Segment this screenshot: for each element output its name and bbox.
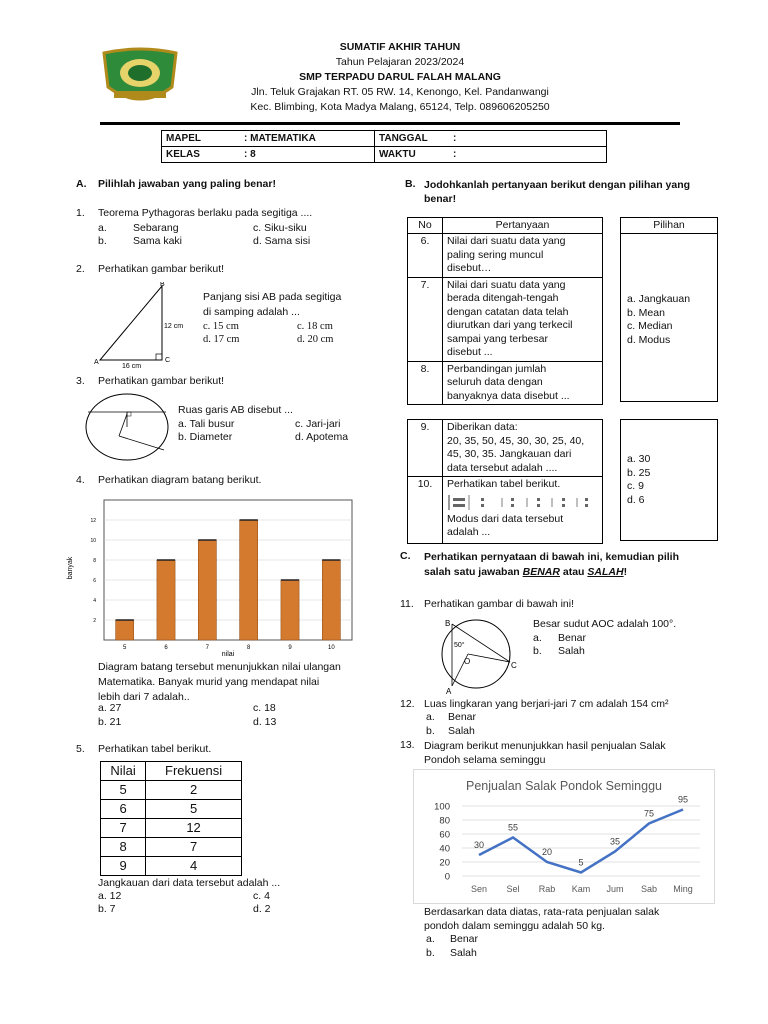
choice-mean: b. Mean [627, 306, 665, 319]
row7-no: 7. [408, 277, 443, 361]
choices-table-1 [620, 217, 718, 402]
matching-table-1 [407, 217, 603, 405]
row9-line-4: data tersebut adalah .... [447, 461, 558, 474]
line-chart-title: Penjualan Salak Pondok Seminggu [466, 779, 662, 793]
row8-line-3: banyaknya data disebut ... [447, 389, 570, 402]
q5-option-c: c. 4 [253, 890, 270, 902]
line-chart-svg [414, 770, 714, 903]
row6-question [443, 234, 603, 278]
line-x-tick-label: Kam [571, 884, 591, 894]
row7-line-2: berada ditengah-tengah [447, 292, 559, 304]
exam-title: SUMATIF AKHIR TAHUN [339, 41, 461, 53]
bar-chart-xlabel: nilai [221, 651, 235, 658]
right-triangle-figure [94, 282, 194, 370]
q4-option-d: d. 13 [253, 716, 277, 728]
bar-chart-ylabel: banyak [67, 556, 74, 580]
bar-chart [60, 494, 360, 660]
row10-line-3: adalah ... [447, 526, 491, 538]
circle-point-c: C [511, 661, 517, 670]
bar-mark [240, 520, 258, 640]
freq-frekuensi: 2 [146, 781, 242, 800]
q5-option-a: a. 12 [98, 890, 122, 902]
freq-frekuensi: 12 [146, 819, 242, 838]
circle-point-a: A [446, 687, 452, 696]
row10-no: 10. [408, 477, 443, 544]
table-b1-header-choices: Pilihan [621, 218, 718, 234]
section-a-title: Pilihlah jawaban yang paling benar! [98, 178, 276, 190]
section-c-atau: atau [559, 566, 588, 578]
bar-chart-svg [60, 494, 360, 660]
waktu-label: WAKTU [375, 147, 450, 163]
q1-option-b: Sama kaki [133, 235, 183, 247]
q11-number: 11. [400, 598, 414, 610]
tanggal-label: TANGGAL [375, 131, 450, 147]
q1-option-a: Sebarang [133, 222, 179, 234]
row6-line-2: paling sering muncul [447, 248, 544, 261]
q3-option-b: b. Diameter [178, 431, 233, 443]
q1-option-a-letter: a. [98, 222, 107, 234]
q4-number: 4. [76, 474, 85, 486]
freq-header-nilai: Nilai [101, 762, 146, 781]
row9-line-2: 20, 35, 50, 45, 30, 30, 25, 40, [447, 434, 585, 447]
waktu-value: : [449, 147, 607, 163]
freq-header-frekuensi: Frekuensi [146, 762, 242, 781]
section-c-benar: BENAR [522, 566, 560, 578]
bar-mark [116, 620, 134, 640]
school-logo [100, 47, 180, 105]
line-x-tick-label: Sab [640, 884, 658, 894]
circle-angle-label: 50° [454, 642, 465, 649]
row8-no: 8. [408, 361, 443, 405]
bar-x-tick-label: 7 [205, 645, 210, 651]
q1-number: 1. [76, 207, 85, 219]
q12-option-a-letter: a. [426, 711, 435, 723]
section-b-title-2: benar! [424, 193, 457, 205]
kelas-label: KELAS [162, 147, 241, 163]
q11-option-a-letter: a. [533, 632, 542, 644]
q13-desc-2: pondoh dalam seminggu adalah 50 kg. [424, 920, 605, 932]
row7-line-3: dengan catatan data telah [447, 305, 569, 318]
q4-desc-3: lebih dari 7 adalah.. [98, 691, 190, 703]
freq-nilai: 5 [101, 781, 146, 800]
section-c-letter: C. [400, 550, 411, 562]
line-y-tick-label: 40 [439, 843, 450, 855]
triangle-point-c: C [165, 357, 171, 364]
choice-25: b. 25 [627, 466, 651, 479]
line-data-label: 30 [473, 840, 485, 850]
q13-option-b: Salah [450, 947, 477, 959]
row7-line-4: diurutkan dari yang terkecil [447, 319, 573, 331]
q13-option-b-letter: b. [426, 947, 435, 959]
bar-mark [322, 560, 340, 640]
bar-y-tick-label: 4 [93, 598, 96, 604]
circle-point-o: O [464, 657, 471, 666]
line-x-tick-label: Rab [538, 884, 556, 894]
triangle-side-bc: 12 cm [164, 323, 184, 330]
kelas-value: : 8 [240, 147, 375, 163]
q2-option-a: c. 15 cm [203, 321, 239, 332]
q1-option-c: c. Siku-siku [253, 222, 307, 234]
row7-question [443, 277, 603, 361]
q3-option-a: a. Tali busur [178, 418, 235, 430]
bar-y-tick-label: 12 [90, 518, 96, 524]
section-c-end: ! [623, 566, 628, 578]
q2-desc-2: di samping adalah ... [203, 306, 300, 318]
q11-option-b-letter: b. [533, 645, 542, 657]
freq-nilai: 8 [101, 838, 146, 857]
q1-option-d: d. Sama sisi [253, 235, 311, 247]
row6-line-1: Nilai dari suatu data yang [447, 235, 566, 247]
bar-chart-frame [104, 500, 352, 640]
address-line-2: Kec. Blimbing, Kota Madya Malang, 65124, Telp. 089606205250 [250, 101, 550, 113]
q4-desc-2: Matematika. Banyak murid yang mendapat nilai [98, 676, 320, 688]
line-y-tick-label: 20 [439, 857, 450, 869]
row6-line-3: disebut… [447, 262, 492, 274]
row8-question [443, 361, 603, 405]
choices-cell-1 [621, 234, 718, 402]
q11-text: Perhatikan gambar di bawah ini! [424, 598, 575, 610]
row7-line-1: Nilai dari suatu data yang [447, 278, 566, 291]
q12-text: Luas lingkaran yang berjari-jari 7 cm adalah 154 cm² [424, 698, 669, 710]
triangle-point-a: A [94, 359, 99, 366]
row10-line-2: Modus dari data tersebut [447, 512, 564, 525]
header-divider [100, 122, 680, 125]
bar-x-tick-label: 6 [164, 645, 168, 651]
row8-line-1: Perbandingan jumlah [447, 362, 547, 375]
row10-mini-table [447, 494, 601, 511]
bar-mark [157, 560, 175, 640]
section-b-letter: B. [405, 178, 416, 190]
frequency-table [100, 761, 242, 876]
q12-option-b: Salah [448, 725, 475, 737]
q11-option-b: Salah [558, 645, 585, 657]
section-b-title [424, 178, 712, 206]
q1-text: Teorema Pythagoras berlaku pada segitiga .... [98, 207, 313, 219]
line-y-tick-label: 100 [434, 801, 450, 813]
bar-y-tick-label: 10 [90, 538, 96, 544]
q12-number: 12. [400, 698, 415, 710]
q4-option-a: a. 27 [98, 702, 122, 714]
q2-option-c: d. 17 cm [203, 334, 240, 345]
academic-year: Tahun Pelajaran 2023/2024 [335, 56, 465, 68]
choices-cell-2 [621, 420, 718, 541]
bar-x-tick-label: 5 [122, 645, 127, 651]
line-data-label: 55 [507, 822, 519, 833]
row6-no: 6. [408, 234, 443, 278]
row9-question [443, 420, 603, 477]
q1-option-b-letter: b. [98, 235, 107, 247]
bar-x-tick-label: 10 [327, 645, 335, 651]
bar-y-tick-label: 8 [93, 558, 96, 564]
q2-text: Perhatikan gambar berikut! [98, 263, 225, 275]
line-y-tick-label: 80 [439, 815, 450, 827]
freq-frekuensi: 7 [146, 838, 242, 857]
line-x-tick-label: Sen [470, 884, 488, 894]
exam-info-table [161, 130, 607, 163]
freq-nilai: 9 [101, 857, 146, 876]
circle-chord-figure [84, 392, 170, 462]
freq-frekuensi: 5 [146, 800, 242, 819]
matching-table-2 [407, 419, 603, 544]
q13-option-a: Benar [450, 933, 479, 945]
q13-option-a-letter: a. [426, 933, 435, 945]
q5-text: Perhatikan tabel berikut. [98, 743, 212, 755]
line-x-tick-label: Sel [506, 884, 520, 894]
section-c-line-2a: salah satu jawaban [424, 566, 523, 578]
section-c-salah: SALAH [587, 566, 624, 578]
choices-table-2 [620, 419, 718, 541]
q11-desc: Besar sudut AOC adalah 100°. [533, 618, 677, 630]
q12-option-a: Benar [448, 711, 477, 723]
choice-30: a. 30 [627, 453, 651, 465]
row10-line-1: Perhatikan tabel berikut. [447, 478, 561, 490]
q13-desc-1: Berdasarkan data diatas, rata-rata penjualan salak [424, 906, 660, 918]
row9-line-1: Diberikan data: [447, 421, 518, 433]
table-b1-header-question: Pertanyaan [443, 218, 603, 234]
row9-no: 9. [408, 420, 443, 477]
q5-number: 5. [76, 743, 85, 755]
line-data-label: 75 [643, 808, 655, 819]
freq-frekuensi: 4 [146, 857, 242, 876]
q11-option-a: Benar [558, 632, 587, 644]
q2-option-d: d. 20 cm [297, 334, 334, 345]
q3-text: Perhatikan gambar berikut! [98, 375, 225, 387]
q2-desc-1: Panjang sisi AB pada segitiga [203, 291, 342, 303]
choice-median: c. Median [627, 320, 673, 332]
bar-y-tick-label: 2 [93, 618, 96, 624]
q2-number: 2. [76, 263, 85, 275]
freq-nilai: 7 [101, 819, 146, 838]
choice-9: c. 9 [627, 480, 644, 492]
choice-6: d. 6 [627, 493, 645, 506]
line-x-tick-label: Ming [673, 884, 693, 894]
q5-option-b: b. 7 [98, 903, 116, 915]
choice-jangkauan: a. Jangkauan [627, 293, 691, 305]
q12-option-b-letter: b. [426, 725, 435, 737]
q13-text [424, 739, 666, 767]
row7-line-5: sampai yang terbesar [447, 332, 548, 345]
q13-number: 13. [400, 739, 415, 751]
q13-description [424, 905, 699, 933]
section-a-letter: A. [76, 178, 87, 190]
q5-option-d: d. 2 [253, 903, 271, 915]
choice-modus: d. Modus [627, 333, 671, 346]
line-y-tick-label: 60 [439, 829, 450, 841]
triangle-point-b: B [160, 282, 165, 288]
mapel-label: MAPEL [162, 131, 241, 147]
line-data-label: 20 [541, 847, 553, 857]
q2-option-b: c. 18 cm [297, 321, 333, 332]
bar-x-tick-label: 8 [246, 645, 251, 651]
q4-text: Perhatikan diagram batang berikut. [98, 474, 262, 486]
q13-text-2: Pondoh selama seminggu [424, 754, 546, 766]
q4-desc-1: Diagram batang tersebut menunjukkan nilai ulangan [98, 661, 341, 673]
q3-number: 3. [76, 375, 85, 387]
q5-desc: Jangkauan dari data tersebut adalah ... [98, 877, 281, 889]
line-x-tick-label: Jum [606, 884, 624, 894]
bar-mark [198, 540, 216, 640]
row10-question [443, 477, 603, 544]
line-data-label: 35 [609, 836, 621, 847]
section-b-title-1: Jodohkanlah pertanyaan berikut dengan pilihan yang [424, 179, 691, 191]
line-chart [413, 769, 715, 904]
bar-mark [281, 580, 299, 640]
section-c-title [424, 550, 714, 580]
bar-y-tick-label: 6 [93, 578, 96, 584]
freq-nilai: 6 [101, 800, 146, 819]
section-c-line-2 [424, 565, 714, 580]
line-data-label: 95 [677, 794, 689, 805]
mapel-value: : MATEMATIKA [240, 131, 375, 147]
q4-description [98, 660, 363, 705]
address-line-1: Jln. Teluk Grajakan RT. 05 RW. 14, Kenongo, Kel. Pandanwangi [251, 86, 549, 98]
q4-option-b: b. 21 [98, 716, 122, 728]
row8-line-2: seluruh data dengan [447, 376, 543, 388]
table-b1-header-no: No [408, 218, 443, 234]
circle-angle-figure [434, 614, 526, 696]
section-c-line-1: Perhatikan pernyataan di bawah ini, kemudian pilih [424, 551, 679, 563]
q3-option-c: c. Jari-jari [295, 418, 341, 430]
school-name: SMP TERPADU DARUL FALAH MALANG [299, 71, 501, 83]
line-y-tick-label: 0 [444, 871, 450, 883]
triangle-side-ac: 16 cm [122, 363, 142, 370]
q3-option-d: d. Apotema [295, 431, 349, 443]
circle-point-b: B [445, 619, 451, 628]
bar-x-tick-label: 9 [288, 645, 292, 651]
tanggal-value: : [449, 131, 607, 147]
q4-option-c: c. 18 [253, 702, 276, 714]
line-data-label: 5 [578, 857, 584, 868]
q3-desc: Ruas garis AB disebut ... [178, 404, 293, 416]
row9-line-3: 45, 30, 35. Jangkauan dari [447, 448, 572, 460]
row7-line-6: disebut ... [447, 346, 493, 358]
q13-text-1: Diagram berikut menunjukkan hasil penjualan Salak [424, 740, 666, 752]
